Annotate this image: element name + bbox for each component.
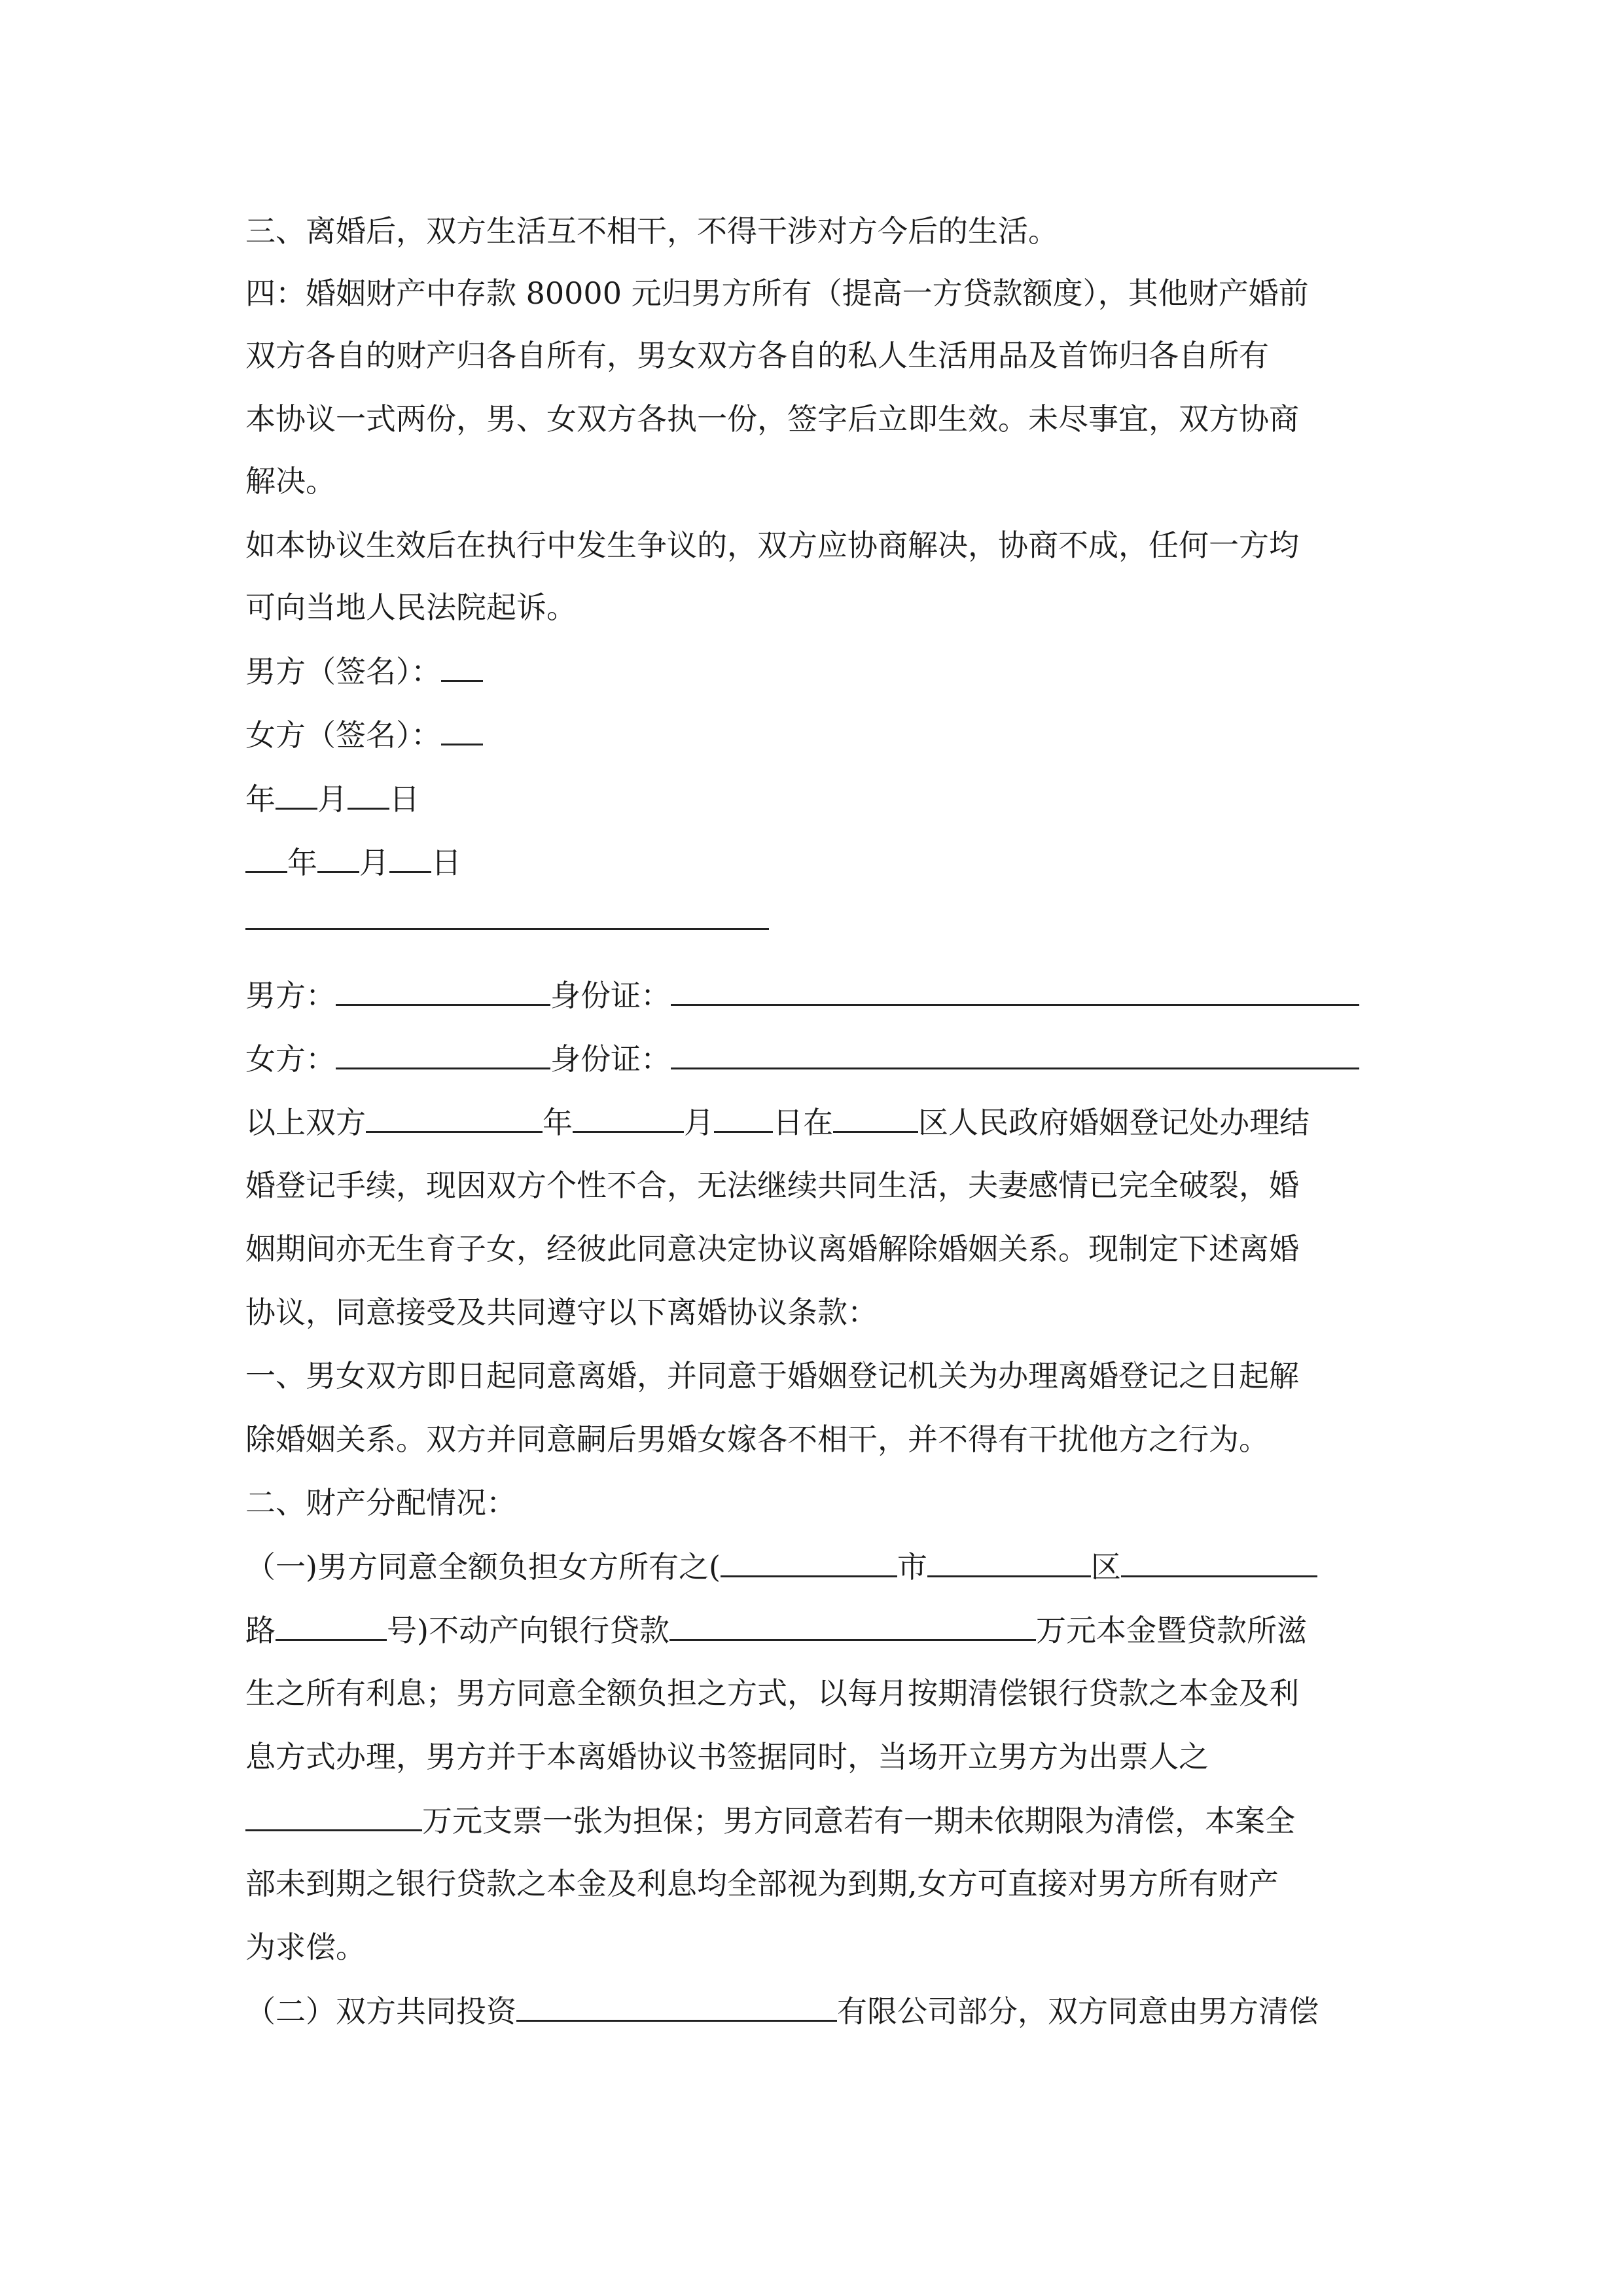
clause-1-line-1: 一、男女双方即日起同意离婚，并同意于婚姻登记机关为办理离婚登记之日起解 (245, 1358, 1299, 1393)
female-name-blank[interactable] (336, 1039, 550, 1069)
item-1-line-e: 为求偿。 (245, 1929, 366, 1965)
district-blank[interactable] (927, 1547, 1091, 1577)
date-day-label: 日 (389, 781, 419, 817)
para-line: 协议，同意接受及共同遵守以下离婚协议条款： (245, 1295, 878, 1330)
city-blank[interactable] (721, 1547, 897, 1577)
para-line: 姻期间亦无生育子女，经彼此同意决定协议离婚解除婚姻关系。现制定下述离婚 (245, 1231, 1299, 1266)
text-fragment: 以上双方 (245, 1105, 366, 1140)
text-fragment: 路 (245, 1613, 276, 1648)
clause-4-line-2: 双方各自的财产归各自所有，男女双方各自的私人生活用品及首饰归各自所有 (245, 338, 1269, 373)
female-signature-line (245, 715, 483, 754)
male-signature-line (245, 651, 483, 691)
item-1-line: 息方式办理，男方并于本离婚协议书签据同时，当场开立男方为出票人之 (245, 1739, 1209, 1774)
text-fragment: 年 (543, 1105, 573, 1140)
month-blank[interactable] (317, 842, 359, 873)
clause-2-heading: 二、财产分配情况： (245, 1485, 516, 1520)
item-1-line: 生之所有利息；男方同意全额负担之方式，以每月按期清偿银行贷款之本金及利 (245, 1676, 1299, 1711)
text-fragment: 号)不动产向银行贷款 (387, 1613, 669, 1648)
date-line-2 (245, 842, 461, 882)
text-fragment: 万元本金暨贷款所滋 (1035, 1613, 1307, 1648)
male-signature-blank[interactable] (441, 651, 483, 682)
district-blank[interactable] (833, 1102, 918, 1133)
id-label: 身份证： (550, 978, 671, 1013)
item-2-line (245, 1991, 1319, 2030)
section-divider (245, 928, 769, 930)
female-signature-label: 女方（签名）： (245, 717, 441, 753)
text-fragment: 万元支票一张为担保；男方同意若有一期未依期限为清偿，本案全 (422, 1803, 1295, 1839)
female-id-line (245, 1039, 1359, 1078)
copies-line-1: 本协议一式两份，男、女双方各执一份，签字后立即生效。未尽事宜，双方协商 (245, 401, 1299, 437)
female-id-blank[interactable] (671, 1039, 1359, 1069)
text-fragment: 市 (897, 1549, 927, 1585)
month-blank[interactable] (573, 1102, 684, 1133)
male-name-blank[interactable] (336, 975, 550, 1006)
day-blank[interactable] (348, 779, 389, 810)
male-id-line (245, 975, 1359, 1014)
month-blank[interactable] (276, 779, 317, 810)
clause-1-line-2: 除婚姻关系。双方并同意嗣后男婚女嫁各不相干，并不得有干扰他方之行为。 (245, 1422, 1269, 1457)
loan-amount-blank[interactable] (669, 1610, 1036, 1641)
year-blank[interactable] (366, 1102, 543, 1133)
female-signature-blank[interactable] (441, 715, 483, 745)
id-label: 身份证： (550, 1041, 671, 1077)
date-day-label: 日 (431, 845, 461, 880)
text-fragment: 日在 (773, 1105, 833, 1140)
cheque-amount-blank[interactable] (245, 1801, 422, 1831)
registration-line (245, 1102, 1310, 1141)
male-signature-label: 男方（签名）： (245, 654, 441, 689)
text-fragment: （二）双方共同投资 (245, 1994, 516, 2029)
male-id-blank[interactable] (671, 975, 1359, 1006)
clause-3: 三、离婚后，双方生活互不相干，不得干涉对方今后的生活。 (245, 213, 1058, 249)
item-1-line-b (245, 1610, 1307, 1649)
dispute-line-1: 如本协议生效后在执行中发生争议的，双方应协商解决，协商不成，任何一方均 (245, 528, 1299, 563)
day-blank[interactable] (389, 842, 431, 873)
date-line-1 (245, 779, 419, 818)
item-1-line-c (245, 1801, 1295, 1840)
text-fragment: （一)男方同意全额负担女方所有之( (245, 1549, 721, 1585)
text-fragment: 有限公司部分，双方同意由男方清偿 (837, 1994, 1319, 2029)
year-blank[interactable] (245, 842, 287, 873)
clause-4-line-1: 四：婚姻财产中存款 80000 元归男方所有（提高一方贷款额度），其他财产婚前 (245, 276, 1309, 311)
company-blank[interactable] (516, 1991, 837, 2022)
text-fragment: 月 (684, 1105, 714, 1140)
road-blank[interactable] (1121, 1547, 1317, 1577)
day-blank[interactable] (714, 1102, 773, 1133)
date-month-label: 月 (359, 845, 389, 880)
date-month-label: 月 (317, 781, 348, 817)
female-label: 女方： (245, 1041, 336, 1077)
para-line: 婚登记手续，现因双方个性不合，无法继续共同生活，夫妻感情已完全破裂，婚 (245, 1168, 1299, 1203)
item-1-line-a (245, 1547, 1317, 1586)
date-year-label: 年 (245, 781, 276, 817)
item-1-line-d: 部未到期之银行贷款之本金及利息均全部视为到期,女方可直接对男方所有财产 (245, 1866, 1279, 1901)
date-year-label: 年 (287, 845, 317, 880)
dispute-line-2: 可向当地人民法院起诉。 (245, 590, 577, 625)
text-fragment: 区人民政府婚姻登记处办理结 (918, 1105, 1310, 1140)
number-blank[interactable] (276, 1610, 387, 1641)
male-label: 男方： (245, 978, 336, 1013)
text-fragment: 区 (1090, 1549, 1121, 1585)
copies-line-2: 解决。 (245, 463, 336, 499)
